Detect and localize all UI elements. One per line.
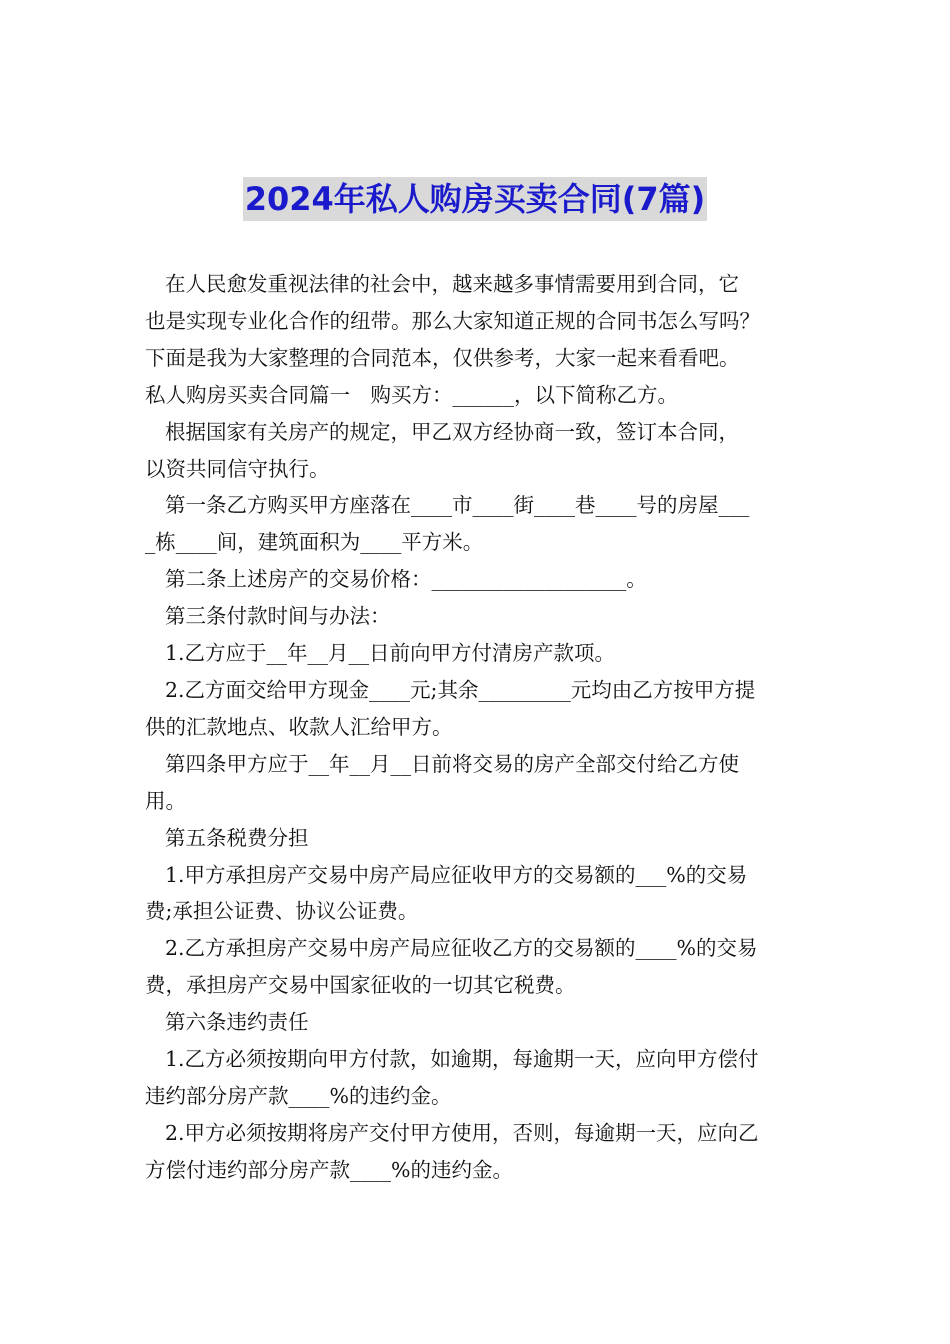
clause-item: 2.乙方面交给甲方现金____元;其余_________元均由乙方按甲方提: [165, 677, 756, 702]
paragraph-line: 私人购房买卖合同篇一 购买方：______，以下简称乙方。: [145, 382, 678, 407]
clause-item: 费，承担房产交易中国家征收的一切其它税费。: [145, 973, 576, 998]
title-container: [0, 177, 950, 221]
clause-item: 违约部分房产款____%的违约金。: [145, 1083, 452, 1108]
article-line: _栋____间，建筑面积为____平方米。: [145, 530, 484, 555]
paragraph-line: 以资共同信守执行。: [145, 456, 330, 481]
clause-item: 费;承担公证费、协议公证费。: [145, 899, 419, 924]
article-line: 第三条付款时间与办法：: [165, 604, 391, 629]
article-line: 第四条甲方应于__年__月__日前将交易的房产全部交付给乙方使: [165, 751, 739, 776]
article-line: 第五条税费分担: [165, 825, 309, 850]
paragraph-line: 在人民愈发重视法律的社会中，越来越多事情需要用到合同，它: [165, 272, 739, 296]
clause-item: 1.乙方应于__年__月__日前向甲方付清房产款项。: [165, 641, 616, 666]
paragraph-line: 根据国家有关房产的规定，甲乙双方经协商一致，签订本合同，: [165, 419, 739, 444]
clause-item: 供的汇款地点、收款人汇给甲方。: [145, 714, 453, 739]
document-title: 2024年私人购房买卖合同(7篇): [243, 177, 708, 221]
clause-item: 2.甲方必须按期将房产交付甲方使用，否则，每逾期一天，应向乙: [165, 1120, 759, 1145]
clause-item: 1.甲方承担房产交易中房产局应征收甲方的交易额的___%的交易: [165, 862, 748, 887]
article-line: 第一条乙方购买甲方座落在____市____街____巷____号的房屋___: [165, 493, 750, 518]
document-body: [145, 266, 817, 1189]
article-line: 第二条上述房产的交易价格：___________________。: [165, 567, 647, 592]
clause-item: 2.乙方承担房产交易中房产局应征收乙方的交易额的____%的交易: [165, 936, 758, 961]
article-line: 第六条违约责任: [165, 1010, 309, 1035]
clause-item: 方偿付违约部分房产款____%的违约金。: [145, 1157, 513, 1182]
clause-item: 1.乙方必须按期向甲方付款，如逾期，每逾期一天，应向甲方偿付: [165, 1047, 759, 1072]
paragraph-line: 也是实现专业化合作的纽带。那么大家知道正规的合同书怎么写吗？: [145, 308, 760, 333]
article-line: 用。: [145, 788, 186, 813]
paragraph-line: 下面是我为大家整理的合同范本，仅供参考，大家一起来看看吧。: [145, 345, 740, 370]
